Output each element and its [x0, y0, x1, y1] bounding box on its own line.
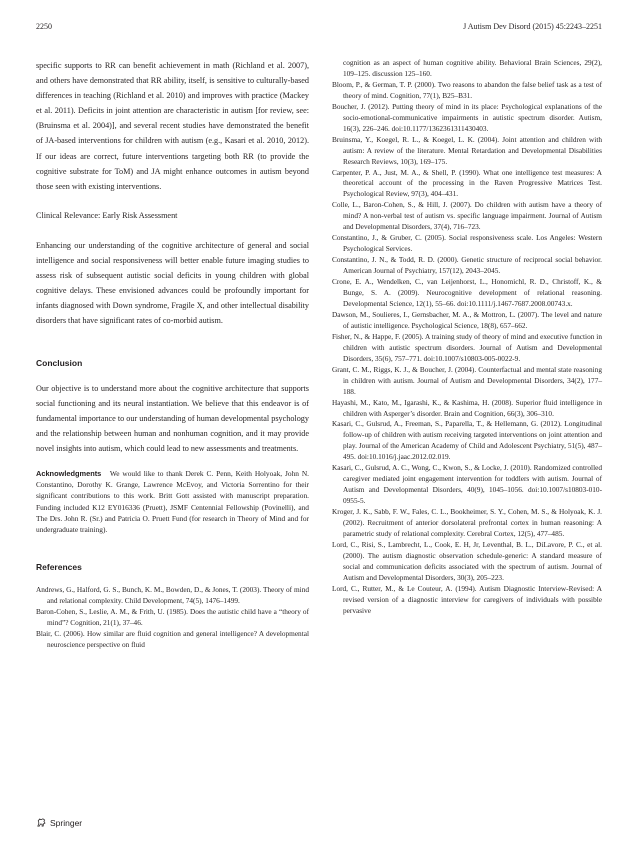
reference-item: Constantino, J., & Gruber, C. (2005). Social responsiveness scale. Los Angeles: Western Psychological Services. — [332, 233, 602, 254]
reference-item: Crone, E. A., Wendelken, C., van Leijenhorst, L., Honomichl, R. D., Christoff, K., & Bunge, S. A. (2009). Neurocognitive development of relational reasoning. Developmental Science, 12(1), 55–66. doi:10.1111/j.1467-7687.2008.00743.x. — [332, 277, 602, 308]
reference-item: Fisher, N., & Happe, F. (2005). A training study of theory of mind and executive function in children with autistic spectrum disorders. Journal of Autism and Developmental Disorders, 35(6), 757–771. doi:10.1007/s10803-005-0022-9. — [332, 331, 602, 363]
springer-horse-icon — [36, 817, 47, 830]
section-heading-clinical-relevance: Clinical Relevance: Early Risk Assessment — [36, 210, 178, 220]
reference-item: Lord, C., Risi, S., Lambrecht, L., Cook, E. H, Jr, Leventhal, B. L., DiLavore, P. C., et al. (2000). The autism diagnostic observation schedule-generic: A standard measure of social and communication deficits associated with the spectrum of autism. Journal of Autism and Developmental Disorders, 30(3), 205–223. — [332, 539, 602, 582]
body-paragraph: Our objective is to understand more about the cognitive architecture that supports social functioning and its neural instantiation. We believe that this endeavor is of fundamental importance to our understanding of human developmental psychology and the relationship between human and nonhuman cognition, and it may provide novel insights into autism, which could lead to new assessments and treatments. — [36, 383, 309, 453]
reference-item: Boucher, J. (2012). Putting theory of mind in its place: Psychological explanations of the socio-emotional-communicative impairments in autistic spectrum disorder. Autism, 16(3), 226–246. doi:10.1177/1362361311430403. — [332, 101, 602, 133]
reference-item: Baron-Cohen, S., Leslie, A. M., & Frith, U. (1985). Does the autistic child have a “theory of mind”? Cognition, 21(1), 37–46. — [36, 607, 309, 628]
section-heading-conclusion: Conclusion — [36, 357, 83, 368]
page-footer — [36, 816, 82, 830]
acknowledgments — [36, 468, 309, 535]
reference-item: Hayashi, M., Kato, M., Igarashi, K., & Kashima, H. (2008). Superior fluid intelligence in children with Asperger’s disorder. Brain and Cognition, 66(3), 306–310. — [332, 397, 602, 418]
reference-item: Kroger, J. K., Sabb, F. W., Fales, C. L., Bookheimer, S. Y., Cohen, M. S., & Holyoak, K. J. (2002). Recruitment of anterior dorsolateral prefrontal cortex in human reasoning: A parametric study of relational complexity. Cerebral Cortex, 12(5), 477–485. — [332, 507, 602, 538]
left-column — [36, 58, 309, 651]
journal-citation: J Autism Dev Disord (2015) 45:2243–2251 — [463, 22, 602, 31]
reference-item: Lord, C., Rutter, M., & Le Couteur, A. (1994). Autism Diagnostic Interview-Revised: A revised version of a diagnostic interview for caregivers of individuals with possible pervasive — [332, 583, 602, 615]
reference-list-right — [332, 58, 602, 617]
reference-item: Andrews, G., Halford, G. S., Bunch, K. M., Bowden, D., & Jones, T. (2003). Theory of mind and relational complexity. Child Development, 74(5), 1476–1499. — [36, 585, 309, 606]
reference-item: Carpenter, P. A., Just, M. A., & Shell, P. (1990). What one intelligence test measures: A theoretical account of the processing in the Raven Progressive Matrices Test. Psychological Review, 97(3), 404–431. — [332, 167, 602, 199]
reference-item: Bloom, P., & German, T. P. (2000). Two reasons to abandon the false belief task as a test of theory of mind. Cognition, 77(1), B25–B31. — [332, 79, 602, 100]
references-heading: References — [36, 562, 82, 573]
page-header — [36, 22, 602, 36]
body-paragraph: Enhancing our understanding of the cognitive architecture of general and social intelligence and social responsiveness will better enable future imaging studies to assess risk of subsequent autistic social deficits in young children with global cognitive delays. These envisioned advances could be profoundly important for infants diagnosed with Down syndrome, Fragile X, and other intellectual disability disorders that have significant rates of co-morbid autism. — [36, 240, 309, 326]
reference-continuation: cognition as an aspect of human cognitive ability. Behavioral Brain Sciences, 29(2), 109–125. discussion 125–160. — [343, 58, 602, 78]
page-number: 2250 — [36, 22, 52, 31]
acknowledgments-text: We would like to thank Derek C. Penn, Keith Holyoak, John N. Constantino, Dorothy K. Grange, Lawrence McEvoy, and Victoria Sorrentino for their significant contributions to this work. Britt Gott assisted with manuscript preparation. Funding included K12 EY016336 (Pruett), JSMF Centennial Fellowship (Povinelli), and The Drs. John R. (Sr.) and Patricia O. Pruett Fund (for research in Theory of Mind and for undergraduate training). — [36, 468, 310, 534]
reference-item: Constantino, J. N., & Todd, R. D. (2000). Genetic structure of reciprocal social behavior. American Journal of Psychiatry, 157(12), 2043–2045. — [332, 255, 602, 276]
reference-item: Grant, C. M., Riggs, K. J., & Boucher, J. (2004). Counterfactual and mental state reasoning in children with autism. Journal of Autism and Developmental Disorders, 34(2), 177–188. — [332, 364, 602, 396]
reference-item: Blair, C. (2006). How similar are fluid cognition and general intelligence? A developmental neuroscience perspective on fluid — [36, 629, 309, 649]
reference-item: Kasari, C., Gulsrud, A., Freeman, S., Paparella, T., & Hellemann, G. (2012). Longitudinal follow-up of children with autism receiving targeted interventions on joint attention and play. Journal of the American Academy of Child and Adolescent Psychiatry, 51(5), 487–495. doi:10.1016/j.jaac.2012.02.019. — [332, 419, 602, 462]
reference-item: Bruinsma, Y., Koegel, R. L., & Koegel, L. K. (2004). Joint attention and children with autism: A review of the literature. Mental Retardation and Developmental Disabilities Research Reviews, 10(3), 169–175. — [332, 134, 602, 166]
acknowledgments-label: Acknowledgments — [36, 468, 102, 478]
right-column — [332, 58, 602, 617]
reference-item: Kasari, C., Gulsrud, A. C., Wong, C., Kwon, S., & Locke, J. (2010). Randomized controlled caregiver mediated joint engagement intervention for toddlers with autism. Journal of Autism and Developmental Disorders, 40(9), 1045–1056. doi:10.1007/s10803-010-0955-5. — [332, 463, 602, 506]
body-paragraph: specific supports to RR can benefit achievement in math (Richland et al. 2007), and others have demonstrated that RR ability, itself, is sensitive to culturally-based differences in teaching (Richland et al. 2010) and improves with practice (Mackey et al. 2011). Deficits in joint attention are characteristic in autism [for review, see: (Bruinsma et al. 2004)], and several recent studies have demonstrated the benefit of JA-based interventions for children with autism (e.g., Kasari et al. 2010, 2012). If our ideas are correct, future interventions targeting both RR (to provide the cognitive substrate for ToM) and JA might enhance outcomes in autism beyond those seen with existing interventions. — [36, 61, 309, 191]
publisher-name: Springer — [50, 818, 83, 828]
reference-item: Dawson, M., Soulieres, I., Gernsbacher, M. A., & Mottron, L. (2007). The level and nature of autistic intelligence. Psychological Science, 18(8), 657–662. — [332, 309, 602, 330]
reference-item: Colle, L., Baron-Cohen, S., & Hill, J. (2007). Do children with autism have a theory of mind? A non-verbal test of autism vs. specific language impairment. Journal of Autism and Developmental Disorders, 37(4), 716–723. — [332, 200, 602, 232]
reference-list-left — [36, 585, 309, 651]
